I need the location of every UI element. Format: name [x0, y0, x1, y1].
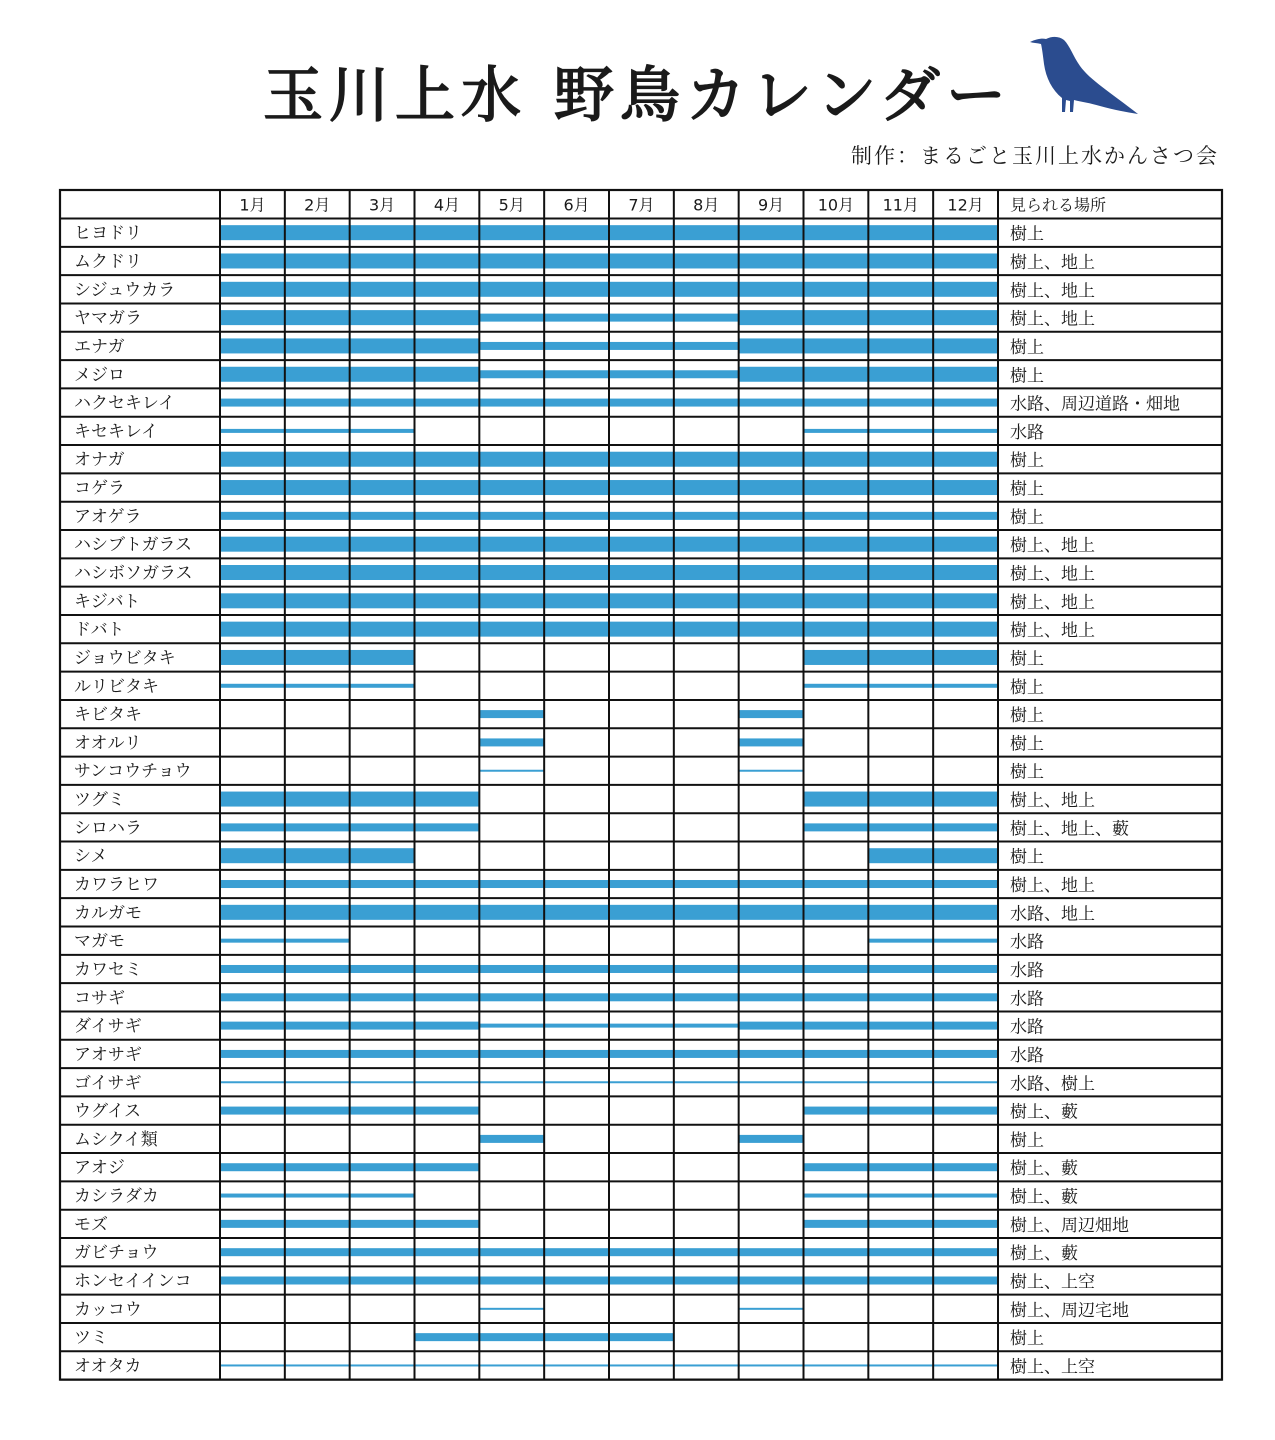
presence-bar: [220, 429, 415, 433]
bird-place: 水路: [1010, 1045, 1044, 1066]
presence-bar: [804, 650, 999, 665]
bird-place: 樹上: [1010, 451, 1044, 472]
bird-name: ツグミ: [74, 790, 125, 811]
bird-place: 樹上、地上: [1010, 876, 1095, 897]
bird-place: 樹上: [1010, 762, 1044, 783]
presence-bar: [220, 848, 415, 863]
bird-place: 水路: [1010, 960, 1044, 981]
presence-bar: [739, 770, 804, 772]
bird-place: 樹上、藪: [1010, 1187, 1078, 1208]
bird-place: 樹上: [1010, 224, 1044, 245]
bird-name: ハクセキレイ: [74, 393, 175, 414]
bird-place: 樹上: [1010, 507, 1044, 528]
bird-name: オオタカ: [74, 1356, 142, 1377]
presence-bar: [804, 792, 999, 807]
bird-name: シロハラ: [74, 818, 142, 839]
bird-name: オナガ: [74, 450, 125, 471]
bird-name: キビタキ: [74, 705, 142, 726]
month-header-1: 1月: [239, 195, 266, 215]
bird-name: ハシボソガラス: [74, 563, 193, 584]
bird-name: モズ: [74, 1214, 108, 1235]
bird-name: カワラヒワ: [74, 875, 159, 896]
presence-bar: [739, 738, 804, 746]
bird-place: 樹上、地上: [1010, 252, 1095, 273]
bird-place: 樹上、藪: [1010, 1159, 1078, 1180]
bird-name: ゴイサギ: [74, 1073, 142, 1094]
bird-place: 樹上、周辺宅地: [1010, 1300, 1129, 1321]
page-title: 玉川上水 野鳥カレンダー: [263, 61, 1012, 131]
bird-place: 水路: [1010, 422, 1044, 443]
presence-bar: [479, 770, 544, 772]
presence-bar: [479, 1135, 544, 1143]
presence-bar: [220, 1194, 415, 1198]
bird-name: カルガモ: [74, 903, 142, 924]
bird-place: 樹上、地上: [1010, 592, 1095, 613]
bird-name: ハシブトガラス: [74, 535, 192, 556]
bird-place: 樹上: [1010, 649, 1044, 670]
bird-name: カワセミ: [74, 959, 142, 980]
bird-name: ホンセイインコ: [74, 1271, 192, 1292]
bird-place: 樹上、地上: [1010, 621, 1095, 642]
bird-place: 水路: [1010, 932, 1044, 953]
month-header-3: 3月: [368, 195, 396, 215]
bird-name: ガビチョウ: [74, 1243, 159, 1264]
bird-place: 樹上、地上: [1010, 281, 1095, 302]
bird-place: 樹上、地上: [1010, 309, 1095, 330]
bird-name: ヒヨドリ: [74, 223, 142, 244]
presence-bar: [804, 684, 999, 688]
bird-name: アオゲラ: [74, 506, 142, 527]
bird-place: 水路: [1010, 989, 1044, 1010]
month-header-7: 7月: [628, 195, 655, 215]
bird-place: 樹上: [1010, 1329, 1044, 1350]
bird-place: 樹上、地上、藪: [1010, 819, 1129, 840]
bird-name: ツミ: [74, 1328, 108, 1349]
presence-bar: [739, 1135, 804, 1143]
bird-name: メジロ: [74, 365, 125, 386]
bird-name: シジュウカラ: [74, 280, 176, 301]
bird-name: キセキレイ: [74, 421, 158, 442]
presence-bar: [804, 1163, 999, 1171]
presence-bar: [220, 650, 415, 665]
bird-name: シメ: [74, 846, 108, 867]
bird-place: 樹上、上空: [1010, 1272, 1095, 1293]
bird-place: 樹上: [1010, 1130, 1044, 1151]
bird-place: 水路: [1010, 1017, 1044, 1038]
presence-bar: [804, 429, 999, 433]
month-header-6: 6月: [563, 195, 590, 215]
presence-bar: [804, 823, 999, 831]
bird-name: アオジ: [74, 1158, 125, 1179]
bird-name: ウグイス: [74, 1101, 141, 1122]
place-header: 見られる場所: [1010, 195, 1107, 215]
bird-place: 樹上: [1010, 677, 1044, 698]
bird-place: 樹上、藪: [1010, 1102, 1078, 1123]
bird-name: ヤマガラ: [74, 308, 142, 329]
bird-place: 樹上、地上: [1010, 536, 1095, 557]
month-header-4: 4月: [433, 195, 461, 215]
bird-place: 樹上、上空: [1010, 1357, 1095, 1378]
bird-place: 樹上、地上: [1010, 791, 1095, 812]
month-header-11: 11月: [882, 195, 919, 215]
bird-name: マガモ: [74, 931, 125, 952]
bird-place: 樹上: [1010, 706, 1044, 727]
bird-name: オオルリ: [74, 733, 142, 754]
bird-place: 樹上: [1010, 847, 1044, 868]
bird-name: サンコウチョウ: [74, 761, 192, 782]
bird-place: 水路、周辺道路・畑地: [1010, 394, 1180, 415]
bird-place: 樹上: [1010, 366, 1044, 387]
presence-bar: [479, 1308, 544, 1310]
bird-name: ジョウビタキ: [74, 648, 176, 669]
presence-bar: [739, 1308, 804, 1310]
presence-bar: [220, 684, 415, 688]
bird-name: ドバト: [74, 620, 125, 641]
bird-name: カッコウ: [74, 1299, 142, 1320]
month-header-2: 2月: [304, 195, 331, 215]
bird-place: 水路、地上: [1010, 904, 1095, 925]
credit-text: 制作：まるごと玉川上水かんさつ会: [851, 144, 1219, 168]
bird-name: エナガ: [74, 336, 125, 357]
presence-bar: [479, 710, 544, 718]
bird-name: キジバト: [74, 591, 141, 612]
bird-place: 樹上: [1010, 337, 1044, 358]
bird-name: ルリビタキ: [74, 676, 159, 697]
bird-name: コゲラ: [74, 478, 125, 499]
bird-place: 樹上、周辺畑地: [1010, 1215, 1129, 1236]
presence-bar: [804, 1194, 999, 1198]
bird-place: 樹上、地上: [1010, 564, 1095, 585]
bird-name: ダイサギ: [74, 1016, 142, 1037]
bird-name: コサギ: [74, 988, 125, 1009]
presence-bar: [804, 1220, 999, 1228]
month-header-10: 10月: [817, 195, 855, 215]
bird-name: カシラダカ: [74, 1186, 159, 1207]
bird-place: 水路、樹上: [1010, 1074, 1095, 1095]
bird-place: 樹上、藪: [1010, 1244, 1078, 1265]
month-header-8: 8月: [693, 195, 720, 215]
month-header-5: 5月: [498, 195, 525, 215]
month-header-9: 9月: [757, 195, 785, 215]
month-header-12: 12月: [947, 195, 984, 215]
bird-place: 樹上: [1010, 479, 1044, 500]
bird-name: アオサギ: [74, 1044, 142, 1065]
presence-bar: [479, 738, 544, 746]
presence-bar: [804, 1107, 999, 1115]
presence-bar: [739, 710, 804, 718]
bird-name: ムシクイ類: [74, 1129, 158, 1150]
bird-name: ムクドリ: [74, 251, 142, 272]
bird-place: 樹上: [1010, 734, 1044, 755]
